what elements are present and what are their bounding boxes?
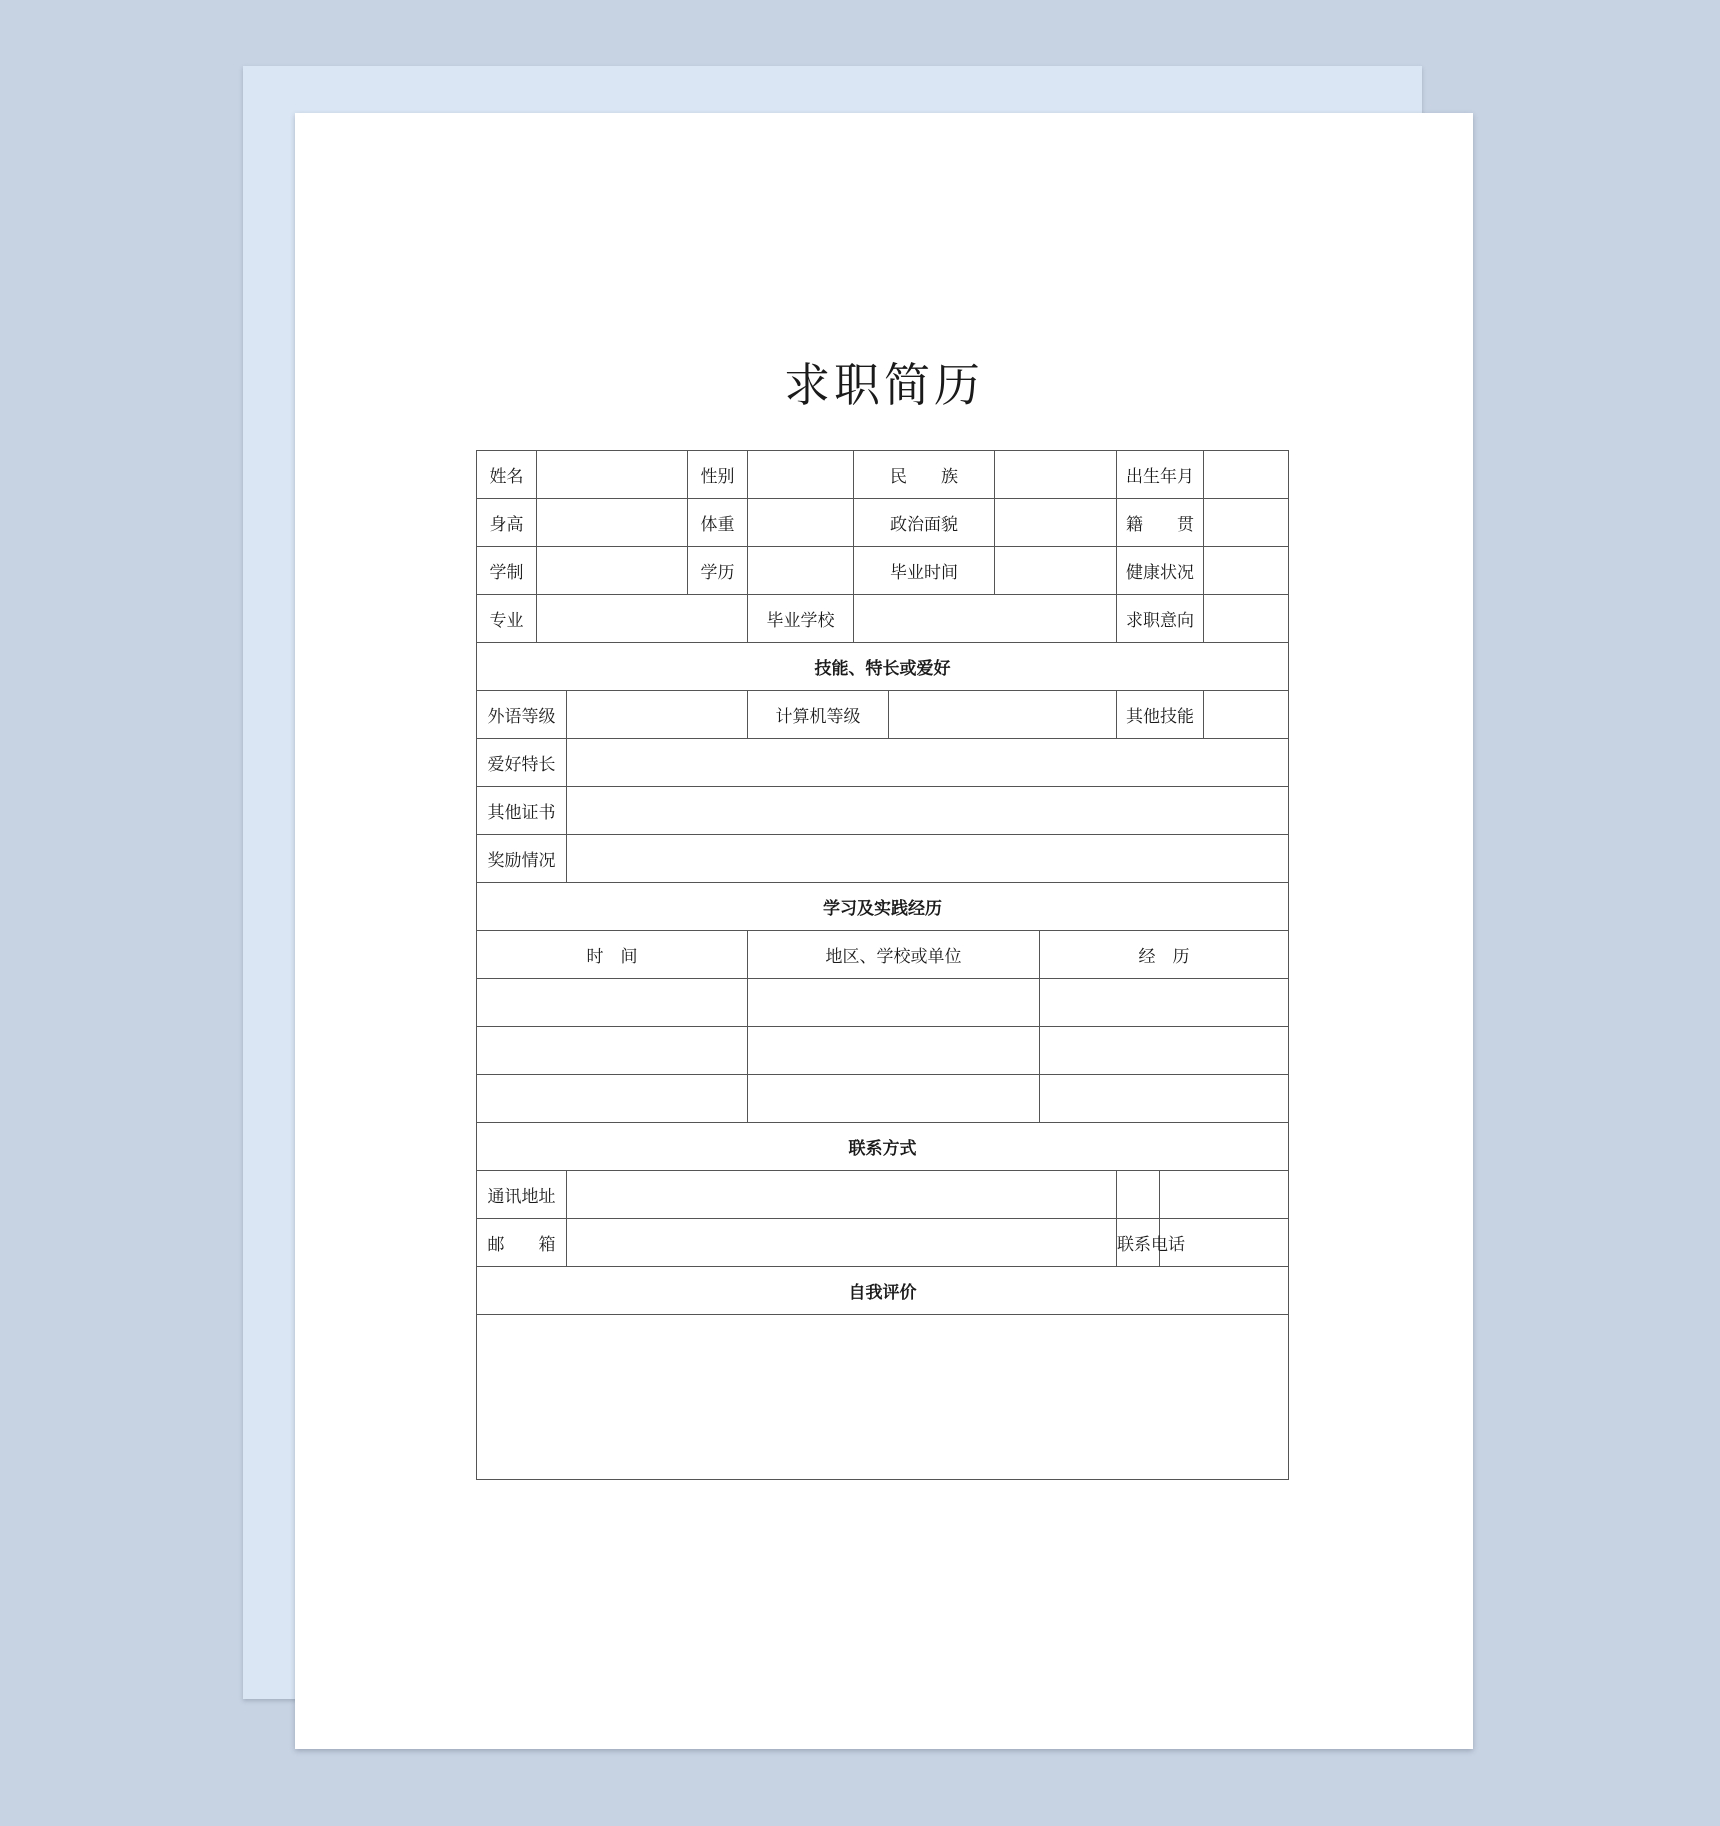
table-row bbox=[477, 1075, 1289, 1123]
section-contact-heading: 联系方式 bbox=[477, 1123, 1289, 1171]
table-row bbox=[477, 883, 1289, 931]
label-computer: 计算机等级 bbox=[748, 691, 889, 739]
input-gender[interactable] bbox=[748, 451, 854, 499]
table-row bbox=[477, 1123, 1289, 1171]
label-awards: 奖励情况 bbox=[477, 835, 567, 883]
label-education: 学历 bbox=[688, 547, 748, 595]
label-height: 身高 bbox=[477, 499, 537, 547]
input-exp-time[interactable] bbox=[477, 1027, 748, 1075]
input-certificates[interactable] bbox=[567, 787, 1289, 835]
table-row bbox=[477, 931, 1289, 979]
label-certificates: 其他证书 bbox=[477, 787, 567, 835]
input-computer[interactable] bbox=[889, 691, 1117, 739]
col-header-place: 地区、学校或单位 bbox=[748, 931, 1040, 979]
table-row bbox=[477, 1027, 1289, 1075]
table-row bbox=[477, 1171, 1289, 1219]
input-intention[interactable] bbox=[1204, 595, 1289, 643]
table-row bbox=[477, 547, 1289, 595]
table-row bbox=[477, 1219, 1289, 1267]
table-row bbox=[477, 1315, 1289, 1480]
input-exp-place[interactable] bbox=[748, 1075, 1040, 1123]
label-major: 专业 bbox=[477, 595, 537, 643]
table-row bbox=[477, 595, 1289, 643]
label-graduation-time: 毕业时间 bbox=[854, 547, 995, 595]
input-native-place[interactable] bbox=[1204, 499, 1289, 547]
label-phone: 联系电话 bbox=[1117, 1219, 1160, 1267]
input-language[interactable] bbox=[567, 691, 748, 739]
label-school: 毕业学校 bbox=[748, 595, 854, 643]
input-address[interactable] bbox=[567, 1171, 1117, 1219]
table-row bbox=[477, 1267, 1289, 1315]
input-exp-place[interactable] bbox=[748, 979, 1040, 1027]
section-skills-heading: 技能、特长或爱好 bbox=[477, 643, 1289, 691]
label-gender: 性别 bbox=[688, 451, 748, 499]
table-row bbox=[477, 643, 1289, 691]
table-row bbox=[477, 499, 1289, 547]
input-exp-place[interactable] bbox=[748, 1027, 1040, 1075]
col-header-history: 经 历 bbox=[1040, 931, 1289, 979]
input-exp-history[interactable] bbox=[1040, 979, 1289, 1027]
input-health[interactable] bbox=[1204, 547, 1289, 595]
label-name: 姓名 bbox=[477, 451, 537, 499]
blank-cell[interactable] bbox=[1160, 1171, 1289, 1219]
label-hobbies: 爱好特长 bbox=[477, 739, 567, 787]
table-row bbox=[477, 787, 1289, 835]
blank-cell[interactable] bbox=[1117, 1171, 1160, 1219]
label-intention: 求职意向 bbox=[1117, 595, 1204, 643]
table-row bbox=[477, 691, 1289, 739]
input-politics[interactable] bbox=[995, 499, 1117, 547]
resume-table bbox=[476, 450, 1289, 1480]
label-address: 通讯地址 bbox=[477, 1171, 567, 1219]
input-other-skills[interactable] bbox=[1204, 691, 1289, 739]
input-ethnicity[interactable] bbox=[995, 451, 1117, 499]
table-row bbox=[477, 451, 1289, 499]
input-height[interactable] bbox=[537, 499, 688, 547]
input-school[interactable] bbox=[854, 595, 1117, 643]
input-awards[interactable] bbox=[567, 835, 1289, 883]
input-major[interactable] bbox=[537, 595, 748, 643]
label-politics: 政治面貌 bbox=[854, 499, 995, 547]
label-other-skills: 其他技能 bbox=[1117, 691, 1204, 739]
label-weight: 体重 bbox=[688, 499, 748, 547]
col-header-time: 时 间 bbox=[477, 931, 748, 979]
table-row bbox=[477, 979, 1289, 1027]
label-native-place: 籍 贯 bbox=[1117, 499, 1204, 547]
input-exp-history[interactable] bbox=[1040, 1075, 1289, 1123]
table-row bbox=[477, 739, 1289, 787]
label-ethnicity: 民 族 bbox=[854, 451, 995, 499]
input-self-eval[interactable] bbox=[477, 1315, 1289, 1480]
input-education[interactable] bbox=[748, 547, 854, 595]
table-row bbox=[477, 835, 1289, 883]
label-health: 健康状况 bbox=[1117, 547, 1204, 595]
section-self-eval-heading: 自我评价 bbox=[477, 1267, 1289, 1315]
label-language: 外语等级 bbox=[477, 691, 567, 739]
page-title: 求职简历 bbox=[784, 358, 984, 412]
input-email[interactable] bbox=[567, 1219, 1117, 1267]
input-name[interactable] bbox=[537, 451, 688, 499]
label-birth: 出生年月 bbox=[1117, 451, 1204, 499]
section-experience-heading: 学习及实践经历 bbox=[477, 883, 1289, 931]
input-exp-time[interactable] bbox=[477, 979, 748, 1027]
input-graduation-time[interactable] bbox=[995, 547, 1117, 595]
input-exp-history[interactable] bbox=[1040, 1027, 1289, 1075]
input-exp-time[interactable] bbox=[477, 1075, 748, 1123]
input-weight[interactable] bbox=[748, 499, 854, 547]
label-email: 邮 箱 bbox=[477, 1219, 567, 1267]
label-schooling: 学制 bbox=[477, 547, 537, 595]
input-hobbies[interactable] bbox=[567, 739, 1289, 787]
input-schooling[interactable] bbox=[537, 547, 688, 595]
input-birth[interactable] bbox=[1204, 451, 1289, 499]
